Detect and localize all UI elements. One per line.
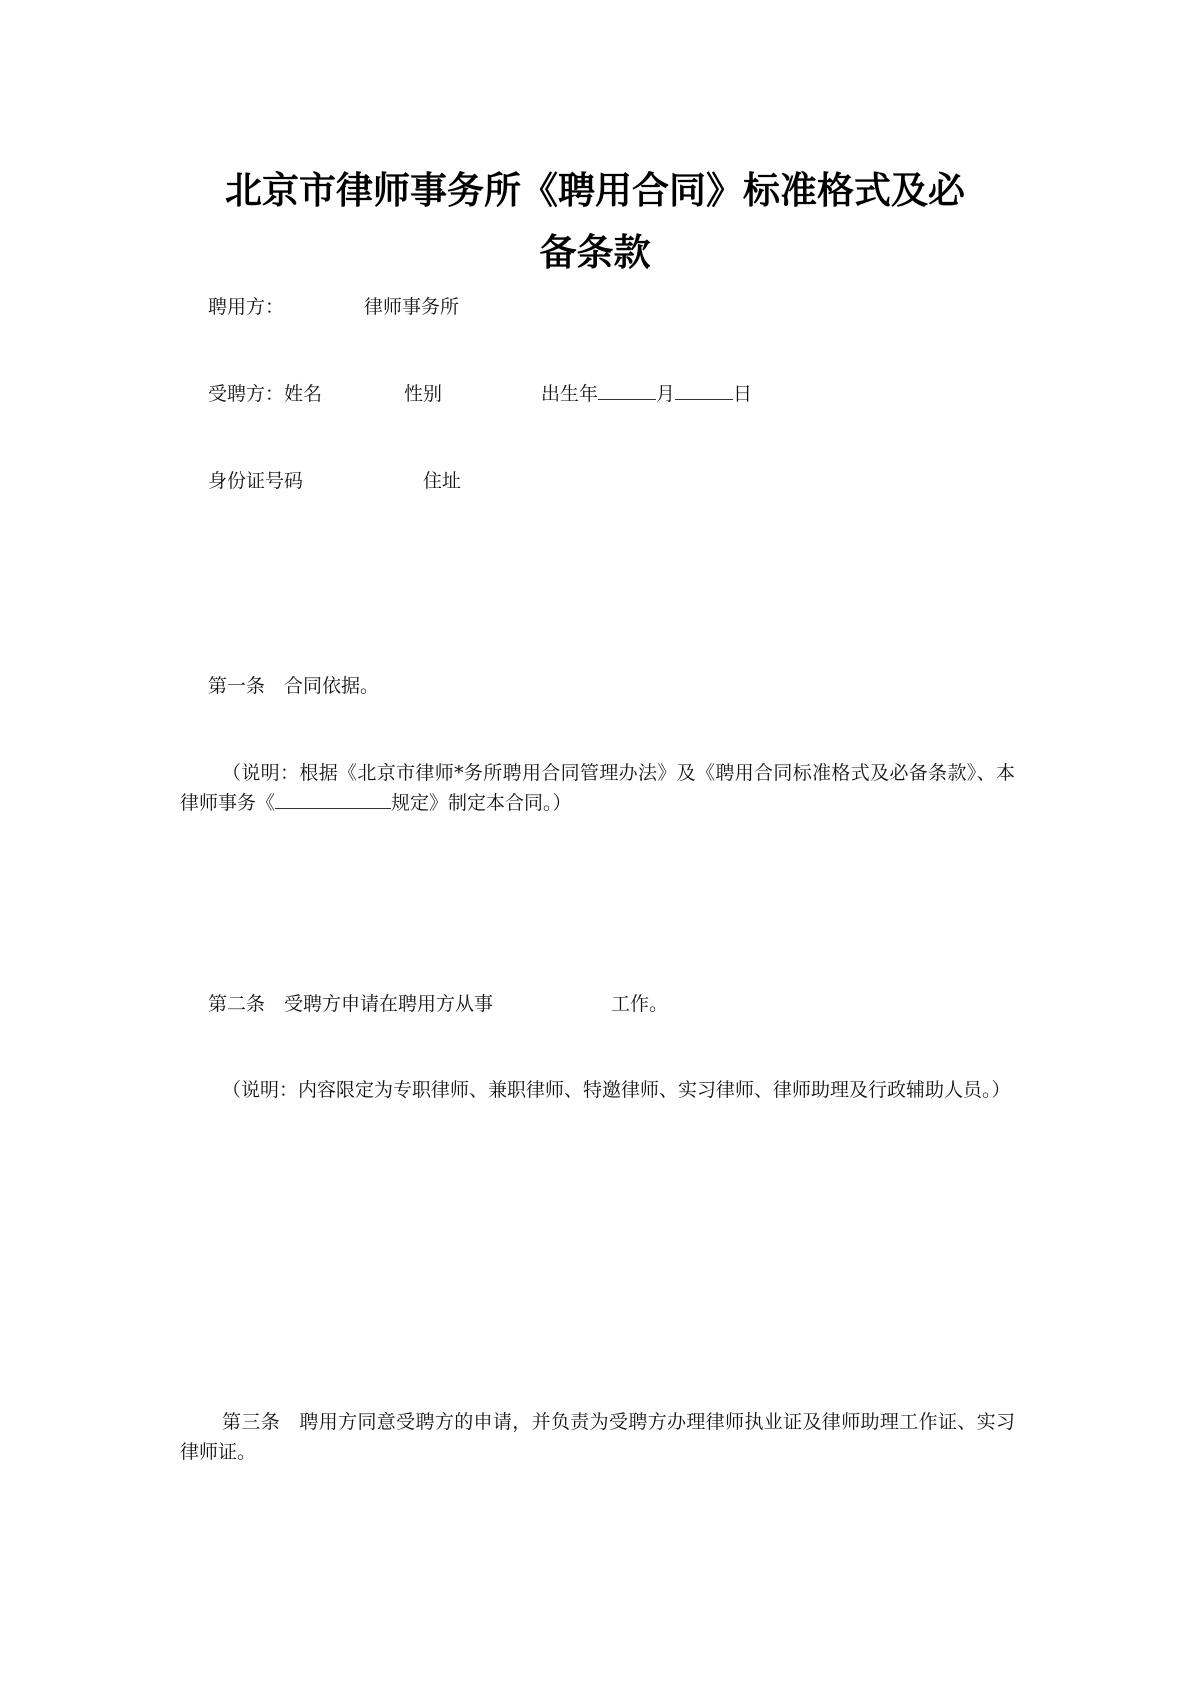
article-2-note: （说明：内容限定为专职律师、兼职律师、特邀律师、实习律师、律师助理及行政辅助人员。） [222,1079,1011,1101]
title-line-2: 备条款 [539,231,651,274]
birth-month-blank [675,381,733,400]
address-label: 住址 [423,470,462,492]
article-2-text: 第二条 受聘方申请在聘用方从事 [208,993,494,1015]
article-1-note-text: （说明：根据《北京市律师*务所聘用合同管理办法》及《聘用合同标准格式及必备条款》、本律师事务《 [180,762,1015,814]
id-number-label: 身份证号码 [208,470,304,492]
birth-month-label: 月 [656,383,676,405]
document-title [180,160,1010,284]
article-2-text-end: 工作。 [611,993,669,1015]
regulation-blank [275,790,391,809]
article-2 [208,990,668,1018]
title-line-1: 北京市律师事务所《聘用合同》标准格式及必 [225,169,965,212]
employer-value: 律师事务所 [364,296,460,318]
gender-label: 性别 [404,383,443,405]
birth-year-blank [598,381,656,400]
birth-year-label: 出生年 [541,383,599,405]
article-1-note-text-end: 规定》制定本合同。） [391,792,572,814]
employer-label: 聘用方： [208,296,285,318]
employee-name-label: 受聘方：姓名 [208,383,323,405]
birth-date-field [541,380,752,408]
article-3: 第三条 聘用方同意受聘方的申请，并负责为受聘方办理律师执业证及律师助理工作证、实习律师证。 [180,1411,1015,1463]
birth-day-label: 日 [733,383,753,405]
article-1-note [180,758,1015,818]
article-1-heading: 第一条 合同依据。 [208,675,380,697]
